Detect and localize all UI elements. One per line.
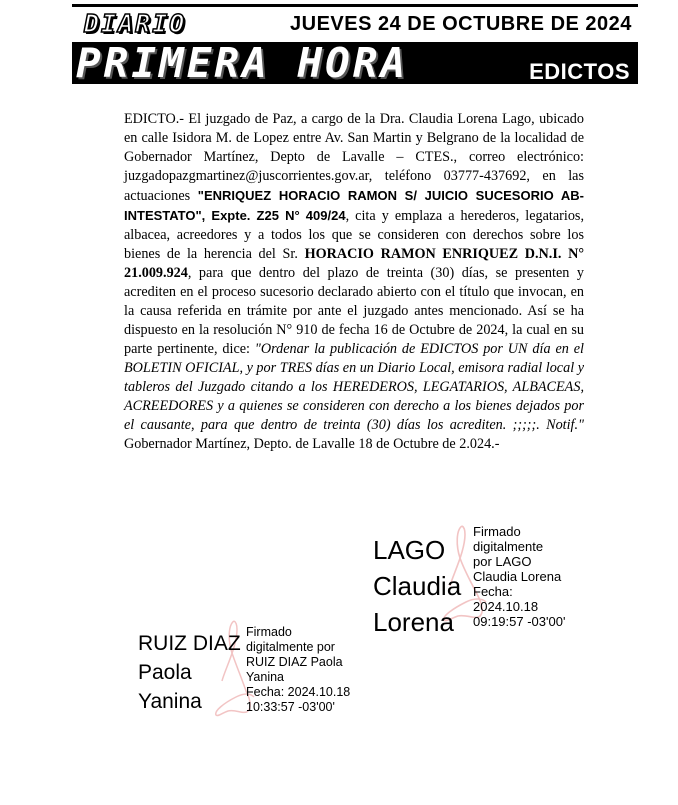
signature-detail-line: Yanina <box>246 670 284 684</box>
signer-name-line: Claudia <box>373 571 462 601</box>
signature-detail-line: digitalmente por <box>246 640 335 654</box>
brand-diario: DIARIO <box>84 9 187 38</box>
signature-detail-line: por LAGO <box>473 554 532 569</box>
edict-text-3: , para que dentro del plazo de treinta (30) días, se presenten y acrediten en el proceso sucesorio declarado abierto con el título que invocan, en la causa referida en trámite por ante el juzgado antes mencionado. Así se ha dispuesto en la resolución N° 910 de fecha 16 de Octubre de 2024, la cual en su parte pertinente, dice: <box>124 265 584 357</box>
signer-name-line: LAGO <box>373 535 446 565</box>
digital-signature-lago[interactable] <box>370 524 600 644</box>
signer-name-line: Paola <box>138 661 192 684</box>
edict-text-2: , cita y emplaza a herederos, legatarios, albacea, acreedores y a todos los que se consideren con derechos sobre los bienes de la herencia del Sr. <box>124 208 584 262</box>
signer-name <box>373 532 461 640</box>
signature-detail-line: digitalmente <box>473 539 544 554</box>
signature-detail-line: 10:33:57 -03'00' <box>246 700 335 714</box>
signer-name-line: Lorena <box>373 607 454 637</box>
signature-detail-line: Fecha: <box>473 584 513 599</box>
signature-details <box>246 625 351 715</box>
resolution-quote: "Ordenar la publicación de EDICTOS por UN día en el BOLETIN OFICIAL, y por TRES días en un Diario Local, emisora radial local y tableros del Juzgado citando a los HEREDEROS, LEGATARIOS, ALBACEAS, ACREEDORES y a quienes se consideren con derecho a los bienes dejados por el causante, para que dentro de treinta (30) días los acrediten. ;;;;;. Notif." <box>124 341 584 433</box>
signature-details <box>473 524 583 629</box>
signature-detail-line: Firmado <box>473 524 521 539</box>
deceased-name: HORACIO RAMON ENRIQUEZ D.N.I. N° 21.009.924 <box>124 246 584 281</box>
edict-text-4: Gobernador Martínez, Depto. de Lavalle 18 de Octubre de 2.024.- <box>124 436 500 452</box>
section-label: EDICTOS <box>529 59 630 84</box>
edict-body <box>124 110 584 454</box>
case-title: "ENRIQUEZ HORACIO RAMON S/ JUICIO SUCESORIO AB- INTESTATO", Expte. Z25 N° 409/24 <box>124 188 584 223</box>
brand-primera-hora: PRIMERA HORA <box>76 39 409 87</box>
signature-detail-line: Claudia Lorena <box>473 569 562 584</box>
signer-name <box>138 629 241 716</box>
masthead-band <box>72 39 638 87</box>
masthead <box>72 4 638 87</box>
signer-name-line: Yanina <box>138 690 202 713</box>
signature-detail-line: RUIZ DIAZ Paola <box>246 655 343 669</box>
issue-date: JUEVES 24 DE OCTUBRE DE 2024 <box>290 13 632 35</box>
signature-detail-line: Firmado <box>246 625 292 639</box>
signer-name-line: RUIZ DIAZ <box>138 632 241 655</box>
signature-detail-line: Fecha: 2024.10.18 <box>246 685 351 699</box>
signature-detail-line: 2024.10.18 <box>473 599 539 614</box>
signature-detail-line: 09:19:57 -03'00' <box>473 614 566 629</box>
digital-signature-ruiz-diaz[interactable] <box>136 625 356 725</box>
edict-text-1: EDICTO.- El juzgado de Paz, a cargo de la Dra. Claudia Lorena Lago, ubicado en calle Isidora M. de Lopez entre Av. San Martin y Belgrano de la localidad de Gobernador Martínez, Depto de Lavalle – CTES., correo electrónico: juzgadopazgmartinez@juscorrientes.gov.ar, teléfono 03777-437692, en las actuaciones <box>124 111 584 204</box>
edict-paragraph <box>124 110 584 454</box>
